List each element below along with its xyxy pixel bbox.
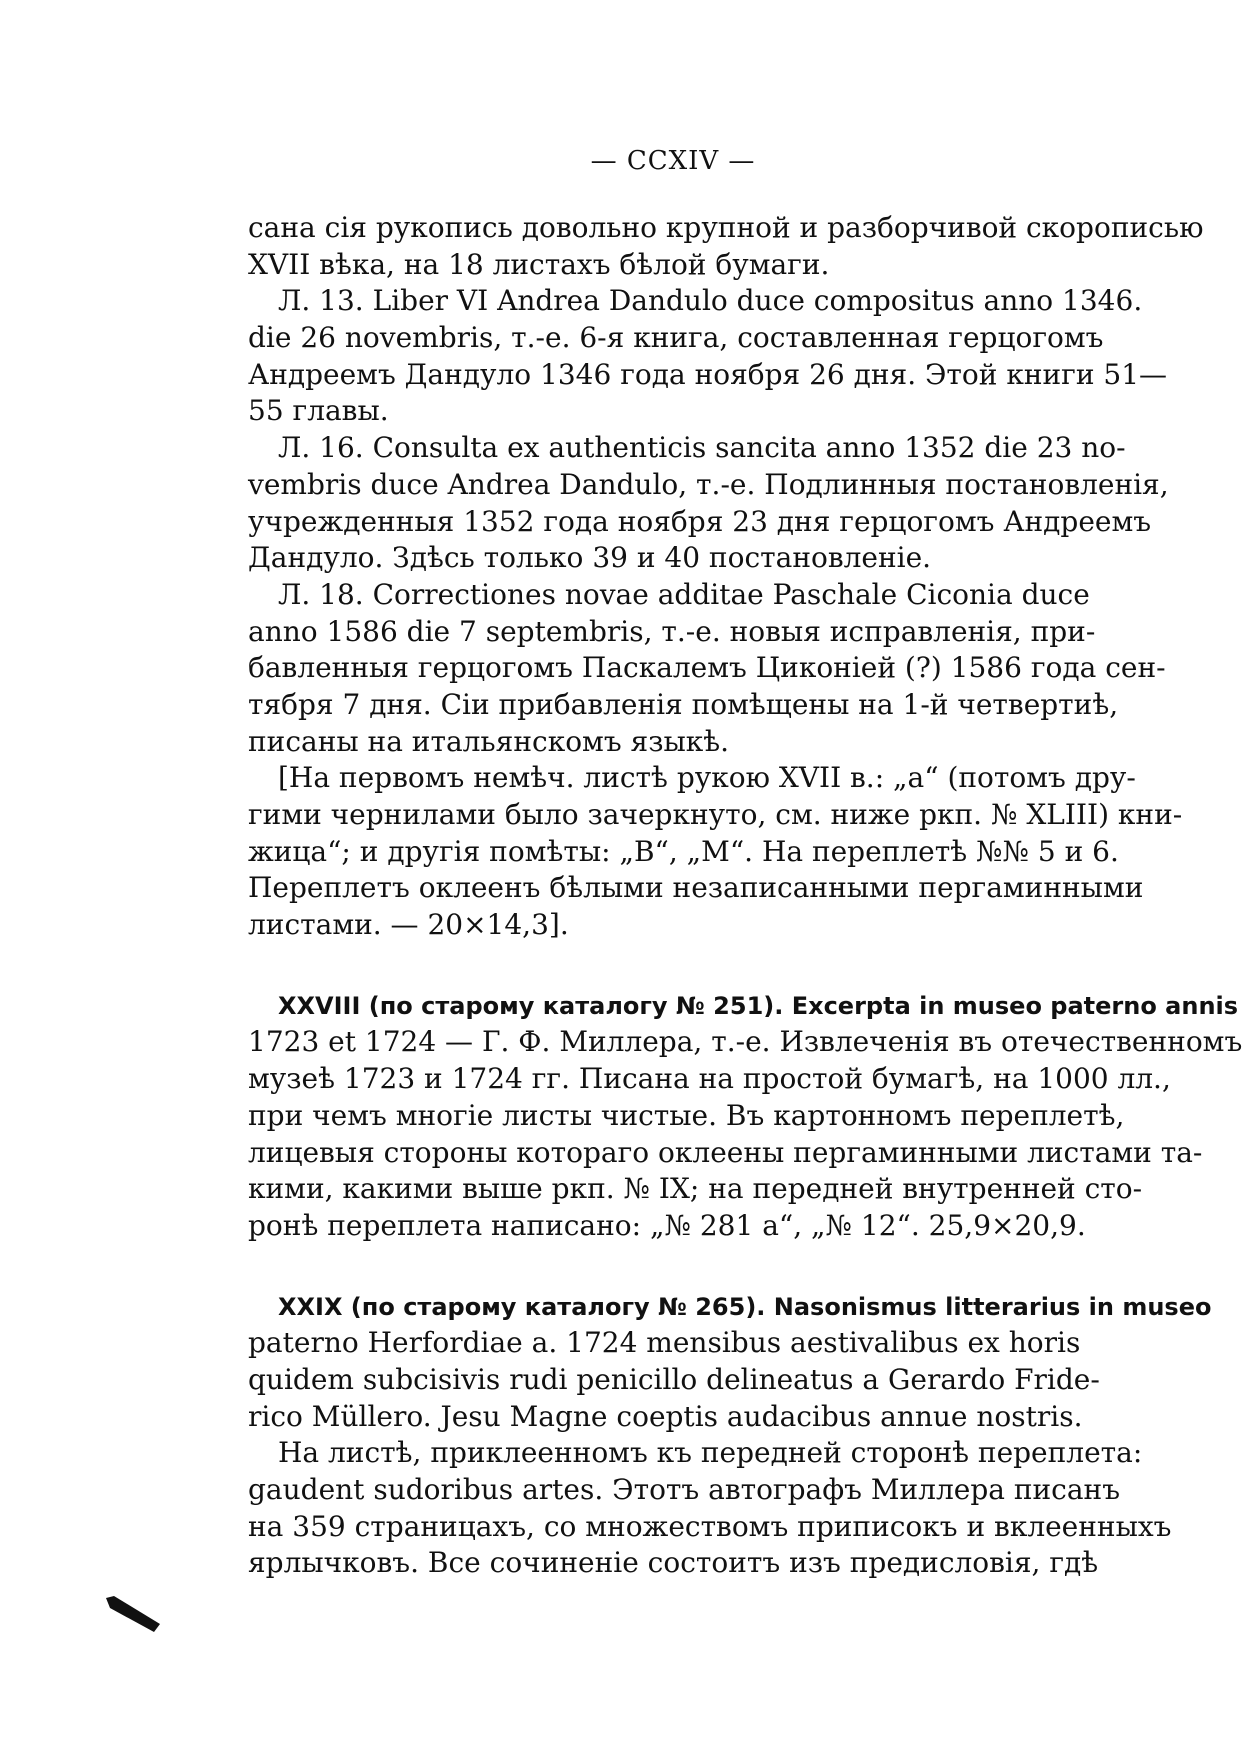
section-gap [248, 944, 1058, 988]
text-line: Дандуло. Здѣсь только 39 и 40 постановленіе. [248, 541, 932, 575]
text-line: 55 главы. [248, 394, 389, 428]
text-line: музеѣ 1723 и 1724 гг. Писана на простой бумагѣ, на 1000 лл., [248, 1062, 1171, 1096]
text-line: писаны на итальянскомъ языкѣ. [248, 724, 730, 758]
catalog-entry [248, 988, 1242, 1245]
catalog-entry [248, 1289, 1212, 1436]
paragraph [248, 210, 1204, 283]
paragraph [248, 430, 1169, 577]
text-line: Переплетъ оклеенъ бѣлыми незаписанными пергаминными [248, 871, 1144, 905]
text-line: учрежденныя 1352 года ноября 23 дня герцогомъ Андреемъ [248, 504, 1152, 538]
ink-mark-icon [104, 1594, 162, 1634]
text-line: кими, какими выше ркп. № IX; на передней внутренней сто- [248, 1172, 1143, 1206]
text-line: die 26 novembris, т.-е. 6-я книга, составленная герцогомъ [248, 321, 1104, 355]
section-gap [248, 1245, 1058, 1289]
text-line: На листѣ, приклеенномъ къ передней сторонѣ переплета: [278, 1436, 1143, 1470]
text-line: Л. 18. Correctiones novae additae Paschale Ciconia duce [278, 577, 1090, 611]
entry-heading: XXIX (по старому каталогу № 265). Nasonismus litterarius in museo [278, 1292, 1212, 1321]
text-line: Андреемъ Дандуло 1346 года ноября 26 дня. Этой книги 51— [248, 357, 1168, 391]
text-line: [На первомъ нeмѣч. листѣ рукою XVII в.: „a“ (потомъ дру- [278, 761, 1136, 795]
text-line: лицевыя стороны котораго оклеены пергаминными листами та- [248, 1135, 1203, 1169]
text-line: 1723 et 1724 — Г. Ф. Миллера, т.-е. Извлеченія въ отечественномъ [248, 1025, 1242, 1059]
text-line: Л. 16. Consulta ex authenticis sancita anno 1352 die 23 no- [278, 431, 1126, 465]
paragraph [248, 577, 1166, 760]
text-line: anno 1586 die 7 septembris, т.-е. новыя исправленія, при- [248, 614, 1096, 648]
text-line: сана сія рукопись довольно крупной и разборчивой скорописью [248, 211, 1204, 244]
entry-heading: XXVIII (по старому каталогу № 251). Excerpta in museo paterno annis [278, 991, 1239, 1020]
paragraph [248, 1435, 1172, 1582]
text-line: gaudent sudoribus artes. Этотъ автографъ Миллера писанъ [248, 1473, 1121, 1506]
text-line: при чемъ многіе листы чистые. Въ картонномъ переплетѣ, [248, 1098, 1125, 1132]
paragraph [248, 760, 1183, 943]
text-line: гими чернилами было зачеркнуто, см. ниже ркп. № XLIII) кни- [248, 798, 1183, 831]
text-line: ярлычковъ. Все сочиненіе состоитъ изъ предисловія, гдѣ [248, 1546, 1099, 1580]
page-body [248, 146, 1242, 1582]
text-line: бавленныя герцогомъ Паскалемъ Циконіей (?) 1586 года сен- [248, 651, 1166, 685]
running-head: — CCXIV — [590, 146, 756, 176]
text-line: rico Müllero. Jesu Magne coeptis audacibus annue nostris. [248, 1399, 1083, 1433]
text-line: на 359 страницахъ, со множествомъ приписокъ и вклеенныхъ [248, 1509, 1172, 1543]
text-line: листами. — 20×14,3]. [248, 908, 569, 942]
text-line: quidem subcisivis rudi penicillo delineatus a Gerardo Fride- [248, 1362, 1100, 1396]
text-line: ронѣ переплета написано: „№ 281 a“, „№ 12“. 25,9×20,9. [248, 1208, 1086, 1242]
paragraph [248, 283, 1168, 430]
text-line: жица“; и другія помѣты: „B“, „M“. На переплетѣ №№ 5 и 6. [248, 834, 1119, 868]
text-line: paterno Herfordiae a. 1724 mensibus aestivalibus ex horis [248, 1326, 1081, 1360]
text-line: XVII вѣка, на 18 листахъ бѣлой бумаги. [248, 247, 830, 281]
text-line: тября 7 дня. Сіи прибавленія помѣщены на 1-й четвертиѣ, [248, 687, 1119, 721]
text-line: Л. 13. Liber VI Andrea Dandulo duce compositus anno 1346. [278, 284, 1143, 318]
text-line: vembris duce Andrea Dandulo, т.-е. Подлинныя постановленія, [248, 467, 1169, 501]
